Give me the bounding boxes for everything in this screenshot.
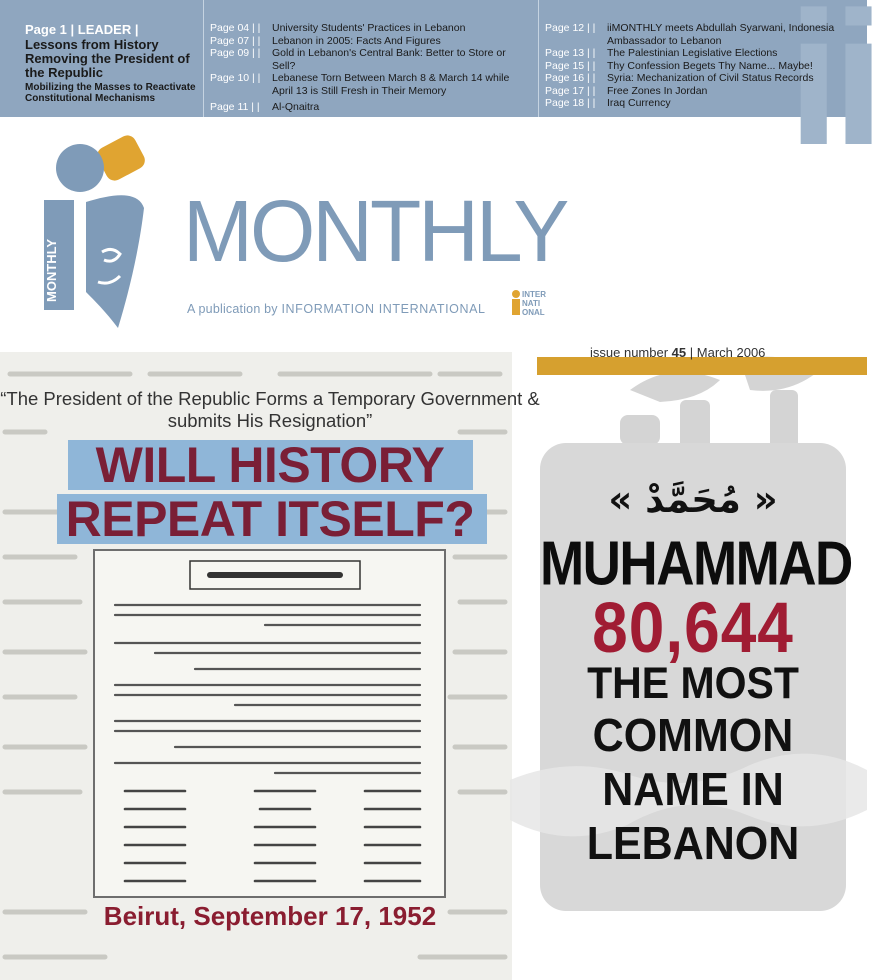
toc-row-page: Page 16 — [545, 72, 585, 84]
toc-row-page: Page 18 — [545, 97, 585, 109]
toc-row-title: University Students' Practices in Lebanon — [272, 22, 466, 34]
toc-row-title: The Palestinian Legislative Elections — [607, 47, 778, 59]
toc-row[interactable]: Page 09 | | Gold in Lebanon's Central Bank: Better to Store or Sell? — [210, 47, 530, 72]
headline-word: WILL — [95, 437, 229, 493]
publisher-prefix: A publication by — [187, 302, 278, 316]
headline-line-1 — [0, 436, 540, 494]
toc-row[interactable]: Page 11 | | Al-Qnaitra — [210, 101, 320, 113]
toc-row-page: Page 10 — [210, 72, 250, 84]
toc-row[interactable]: Page 15 | | Thy Confession Begets Thy Name... Maybe! — [545, 59, 813, 72]
toc-row[interactable]: Page 16 | | Syria: Mechanization of Civil Status Records — [545, 72, 814, 84]
publisher-line — [187, 302, 486, 316]
table-of-contents — [0, 0, 877, 185]
ii-monthly-logo — [42, 132, 157, 332]
information-international-logo — [511, 288, 551, 318]
logo-vertical-text: MONTHLY — [44, 238, 59, 302]
feature-count: 80,644 — [592, 587, 794, 668]
toc-row-title: iiMONTHLY meets Abdullah Syarwani, Indonesia Ambassador to Lebanon — [607, 22, 835, 47]
ii-logo-line: ONAL — [522, 308, 545, 317]
feature-word: THE — [587, 658, 681, 708]
toc-row[interactable]: Page 04 | | University Students' Practices in Lebanon — [210, 22, 466, 34]
headline-line-2: REPEAT ITSELF? — [65, 491, 475, 547]
clipping-text-lines — [95, 551, 444, 896]
toc-row[interactable]: Page 13 | | The Palestinian Legislative Elections — [545, 47, 778, 59]
toc-row-title: Iraq Currency — [607, 97, 671, 109]
toc-lead-title: Lessons from History Removing the President of the Republic — [25, 37, 190, 80]
headline-word: HISTORY — [228, 437, 445, 493]
ii-logo-line: NATI — [522, 299, 541, 308]
toc-row-page: Page 04 — [210, 22, 250, 34]
feature-name: MUHAMMAD — [540, 529, 852, 599]
band-watermark: ii — [787, 0, 877, 185]
toc-row-title: Lebanese Torn Between March 8 & March 14 while April 13 is Still Fresh in Their Memory — [272, 72, 510, 97]
toc-row-title: Syria: Mechanization of Civil Status Records — [607, 72, 814, 84]
toc-row-page: Page 11 — [210, 101, 249, 113]
toc-lead-section: LEADER — [77, 22, 132, 37]
toc-row-title: Thy Confession Begets Thy Name... Maybe! — [607, 59, 813, 72]
toc-row-title: Lebanon in 2005: Facts And Figures — [272, 34, 441, 47]
cover-story — [0, 352, 540, 980]
toc-row-page: Page 13 — [545, 47, 585, 59]
toc-row-title: Free Zones In Jordan — [607, 84, 708, 97]
ii-logo-line: INTER — [522, 290, 546, 299]
arabic-name: « مُحَمَّدْ » — [608, 478, 778, 521]
feature-word: MOST — [680, 658, 799, 708]
toc-row-page: Page 17 — [545, 84, 585, 97]
toc-row-page: Page 15 — [545, 59, 585, 72]
toc-row-page: Page 09 — [210, 47, 250, 59]
toc-lead-entry[interactable]: Page 1 | LEADER | Lessons from History Removing the President of the Republic Mobilizing the Masses to Reactivate Constitutional Mechanisms — [25, 22, 200, 104]
issue-label: issue number — [590, 345, 669, 360]
issue-number: 45 — [671, 345, 687, 360]
issue-date: March 2006 — [696, 345, 766, 360]
toc-row[interactable]: Page 18 | | Iraq Currency — [545, 97, 671, 109]
publisher-name: INFORMATION INTERNATIONAL — [281, 302, 486, 316]
feature-line-name-in: NAME IN — [602, 764, 784, 816]
toc-lead-page: Page 1 — [25, 22, 67, 37]
toc-row[interactable]: Page 12 | | iiMONTHLY meets Abdullah Syarwani, Indonesia Ambassador to Lebanon — [545, 22, 845, 47]
toc-divider — [538, 0, 539, 117]
toc-row-page: Page 07 — [210, 34, 250, 47]
newspaper-clipping — [93, 549, 446, 898]
toc-row-page: Page 12 — [545, 22, 585, 34]
toc-row[interactable]: Page 07 | | Lebanon in 2005: Facts And Figures — [210, 34, 441, 47]
feature-line-common: COMMON — [592, 710, 794, 762]
toc-column-b — [545, 22, 845, 110]
masthead-title: MONTHLY — [183, 182, 567, 280]
feature-line-most — [540, 658, 846, 709]
toc-divider — [203, 0, 204, 117]
cover-dateline: Beirut, September 17, 1952 — [103, 901, 437, 931]
issue-info: issue number 45 | March 2006 — [590, 345, 766, 360]
feature-line-lebanon: LEBANON — [586, 818, 800, 870]
toc-row-title: Al-Qnaitra — [272, 101, 320, 113]
cover-quote: “The President of the Republic Forms a Temporary Government & submits His Resignation” — [0, 388, 540, 431]
toc-row-title: Gold in Lebanon's Central Bank: Better to Store or Sell? — [272, 47, 506, 72]
toc-row[interactable]: Page 17 | | Free Zones In Jordan — [545, 84, 708, 97]
toc-row[interactable]: Page 10 | | Lebanese Torn Between March 8 & March 14 while April 13 is Still Fresh in Their Memory — [210, 72, 530, 97]
toc-lead-subtitle: Mobilizing the Masses to Reactivate Constitutional Mechanisms — [25, 82, 196, 104]
toc-column-a — [210, 22, 530, 114]
